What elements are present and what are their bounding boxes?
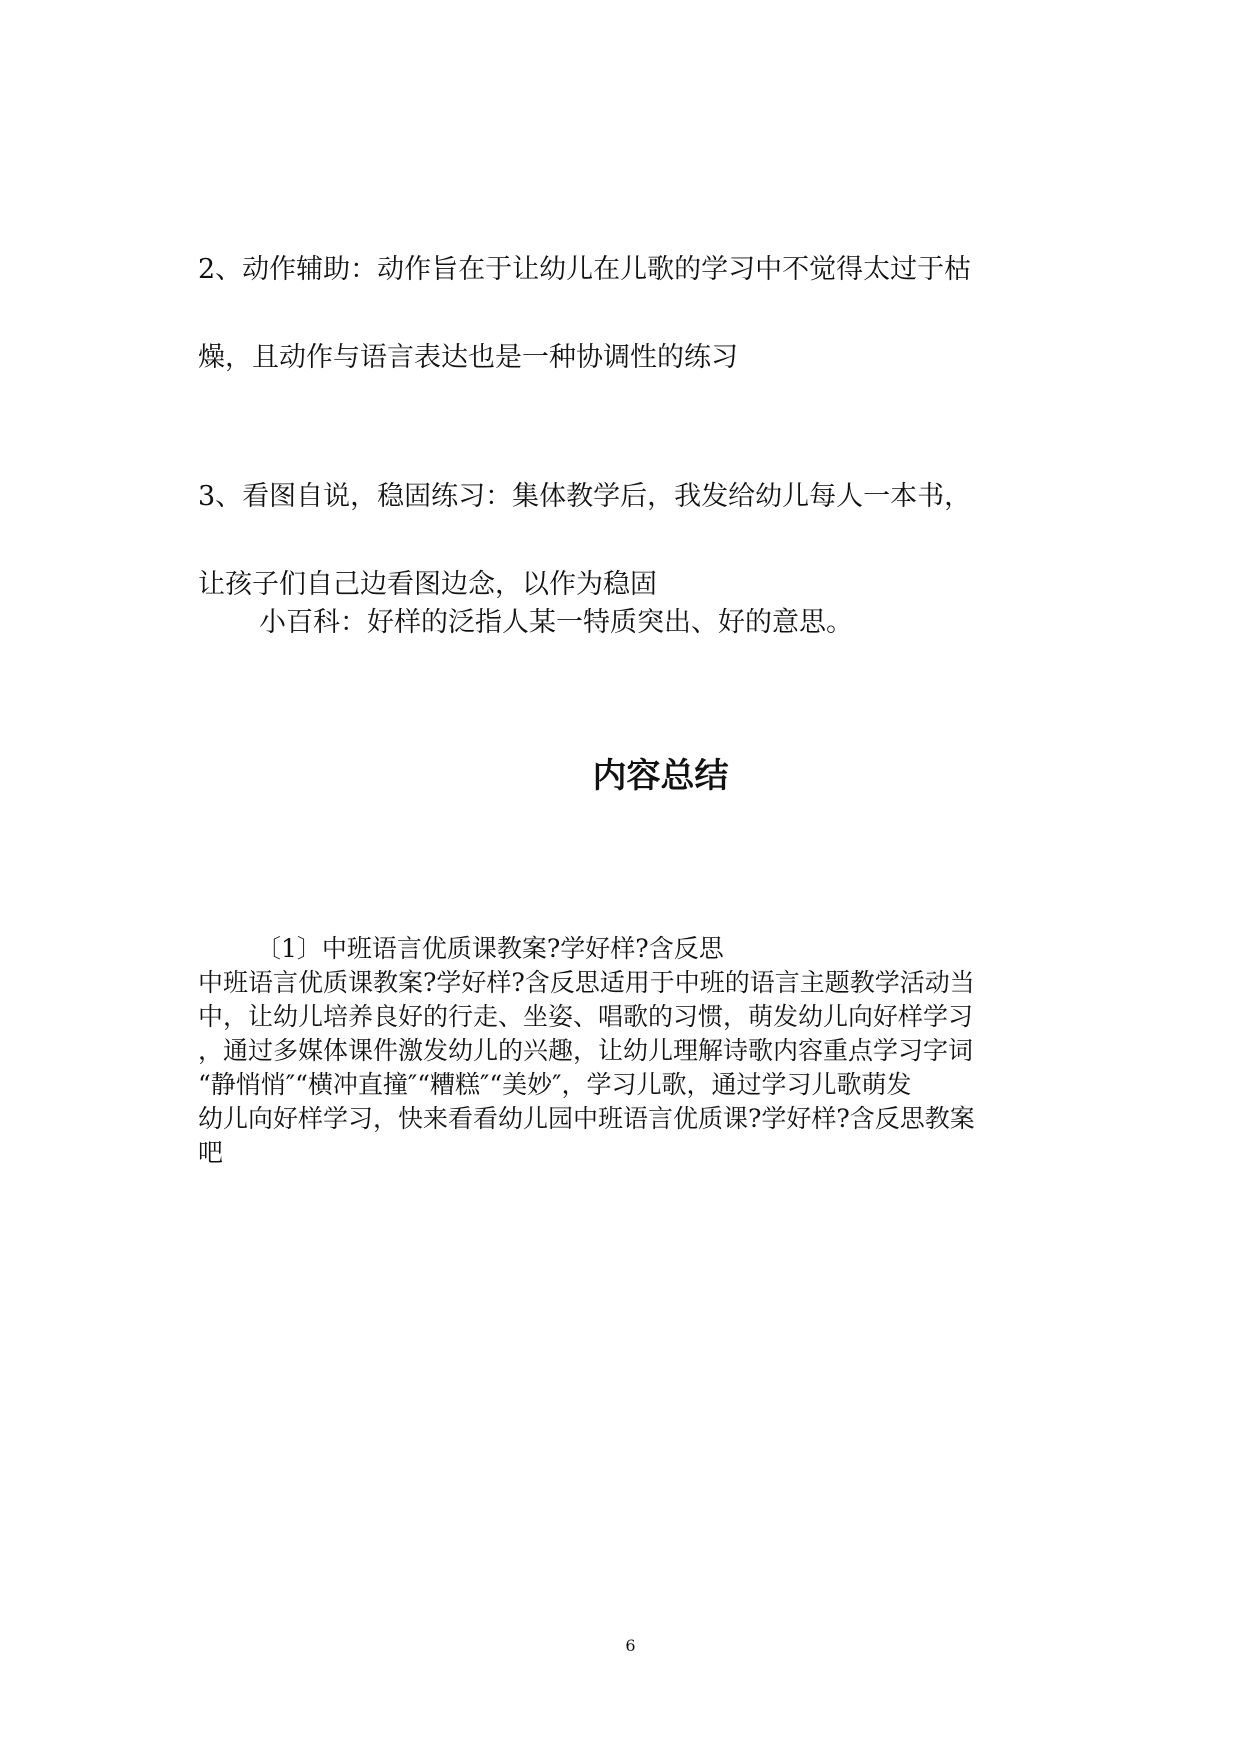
summary-line: “静悄悄″“横冲直撞″“糟糕″“美妙″，学习儿歌，通过学习儿歌萌发: [198, 1070, 912, 1099]
encyclopedia-note: 小百科：好样的泛指人某一特质突出、好的意思。: [259, 607, 853, 638]
summary-heading: 内容总结: [592, 756, 729, 796]
summary-line: 幼儿向好样学习，快来看看幼儿园中班语言优质课?学好样?含反思教案: [198, 1104, 975, 1133]
paragraph-line: 让孩子们自己边看图边念，以作为稳固: [198, 569, 657, 600]
summary-block: [198, 932, 1048, 1170]
paragraph-line: 2、动作辅助：动作旨在于让幼儿在儿歌的学习中不觉得太过于枯: [198, 254, 972, 285]
summary-line: 吧: [198, 1138, 224, 1167]
paragraph-line: 3、看图自说，稳固练习：集体教学后，我发给幼儿每人一本书，: [198, 481, 972, 512]
summary-line: 中班语言优质课教案?学好样?含反思适用于中班的语言主题教学活动当: [198, 968, 975, 997]
summary-line: ，通过多媒体课件激发幼儿的兴趣，让幼儿理解诗歌内容重点学习字词: [198, 1036, 974, 1065]
summary-line: 中，让幼儿培养良好的行走、坐姿、唱歌的习惯，萌发幼儿向好样学习: [198, 1002, 974, 1031]
paragraph-motion-assist: [198, 226, 1048, 402]
paragraph-line: 燥，且动作与语言表达也是一种协调性的练习: [198, 342, 738, 373]
page-number: 6: [625, 1636, 636, 1655]
summary-item-title: 〔1〕中班语言优质课教案?学好样?含反思: [256, 934, 724, 963]
